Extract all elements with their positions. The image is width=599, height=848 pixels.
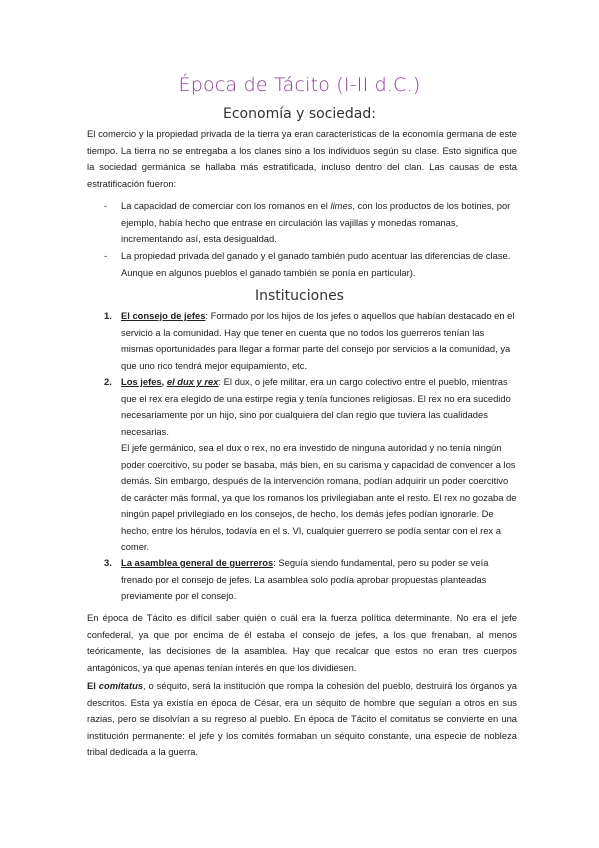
paragraph-lead: El: [87, 680, 99, 691]
bullet-dash: -: [104, 250, 108, 261]
list-item-label: Los jefes: [121, 376, 162, 387]
list-item-text: : Formado por los hijos de los jefes o aquellos que habían destacado en el servicio a la comunidad. Hay que tener en cuenta que no todos los guerreros tenían las mismas oportunidades para llegar a formar parte del consejo por servicios a la comunidad, ya que uno rico tendrá mejor equipamiento, etc.: [121, 310, 515, 371]
bullet-dash: -: [104, 200, 108, 211]
section-heading-instituciones: Instituciones: [255, 288, 344, 304]
bullet-item-ganado: [121, 248, 517, 281]
paragraph-text: , o séquito, será la institución que rompa la cohesión del pueblo, destruirá los órganos ya descritos. Esta ya existía en época de César, era un séquito de hombre que seguían a otros en sus razias, pero se disolvían a su regreso al pueblo. En época de Tácito el comitatus se convierte en una institución permanente: el jefe y los comités formaban un séquito constante, una especie de nobleza tribal dedicada a la guerra.: [87, 680, 517, 757]
list-number: 1.: [104, 310, 112, 321]
list-item-label: La asamblea general de guerreros: [121, 557, 274, 568]
list-item-jefes: [121, 374, 518, 440]
section-heading-economia: Economía y sociedad:: [223, 106, 376, 122]
intro-paragraph: El comercio y la propiedad privada de la tierra ya eran características de la economía germana de este tiempo. La tierra no se entregaba a los clanes sino a los individuos según su clase. Esto significa que la sociedad germánica se hallaba más estratificada, incluso dentro del clan. Las causas de esta estratificación fueron:: [87, 128, 517, 189]
list-number: 2.: [104, 376, 112, 387]
list-item-text: : Seguía siendo fundamental, pero su poder se veía frenado por el consejo de jefes. La asamblea solo podía aprobar propuestas planteadas previamente por el consejo.: [121, 557, 489, 601]
list-number: 3.: [104, 557, 112, 568]
list-item-jefes-continuation: El jefe germánico, sea el dux o rex, no era investido de ninguna autoridad y no tenía ningún poder coercitivo, su poder se basaba, más bien, en su carisma y capacidad de convencer a los demás. Sin embargo, después de la intervención romana, podían adquirir un poder coercitivo de carácter más formal, ya que los romanos los privilegiaban ante el resto. El rex no gozaba de ningún papel privilegiado en los consejos, de hecho, los demás jefes podían ignorarle. De hecho, entre los hérulos, todavía en el s. VI, cualquier guerrero se podía sentar con el rex a comer.: [121, 442, 517, 552]
paragraph-comitatus: [87, 678, 517, 761]
list-item-consejo: [121, 308, 518, 374]
paragraph-term: comitatus: [98, 680, 144, 691]
bullet-italic-term: limes: [330, 200, 353, 211]
bullet-item-comercio: [121, 198, 517, 248]
list-item-label: El consejo de jefes: [121, 310, 206, 321]
bullet-text: La propiedad privada del ganado y el ganado también pudo acentuar las diferencias de clase. Aunque en algunos pueblos el ganado también se ponía en particular).: [121, 250, 511, 278]
list-item-asamblea: [121, 555, 518, 605]
page-title: Época de Tácito (I-II d.C.): [178, 74, 421, 96]
paragraph-fuerza-politica: En época de Tácito es difícil saber quién o cuál era la fuerza política determinante. No era el jefe confederal, ya que por encima de él estaba el consejo de jefes, a los que frenaban, al menos teóricamente, las decisiones de la asamblea. Hay que recalcar que estos no eran tres cuerpos antagónicos, ya que apenas tenían interés en que los dividiesen.: [87, 612, 517, 673]
list-item-label-italic: el dux y rex: [166, 376, 219, 387]
bullet-text: La capacidad de comerciar con los romanos en el: [121, 200, 331, 211]
list-item-text: : El dux, o jefe militar, era un cargo colectivo entre el pueblo, mientras que el rex era elegido de una estirpe regia y tenía funciones religiosas. El rex no era sucedido necesariamente por un hijo, sino por cualquiera del clan regio que tuviera las cualidades necesarias.: [121, 376, 511, 437]
bullet-text: , con los productos de los botines, por ejemplo, había hecho que entrase en circulación las vajillas y monedas romanas, incrementando así, esta desigualdad.: [121, 200, 511, 244]
list-item-label-sep: ,: [161, 376, 167, 387]
